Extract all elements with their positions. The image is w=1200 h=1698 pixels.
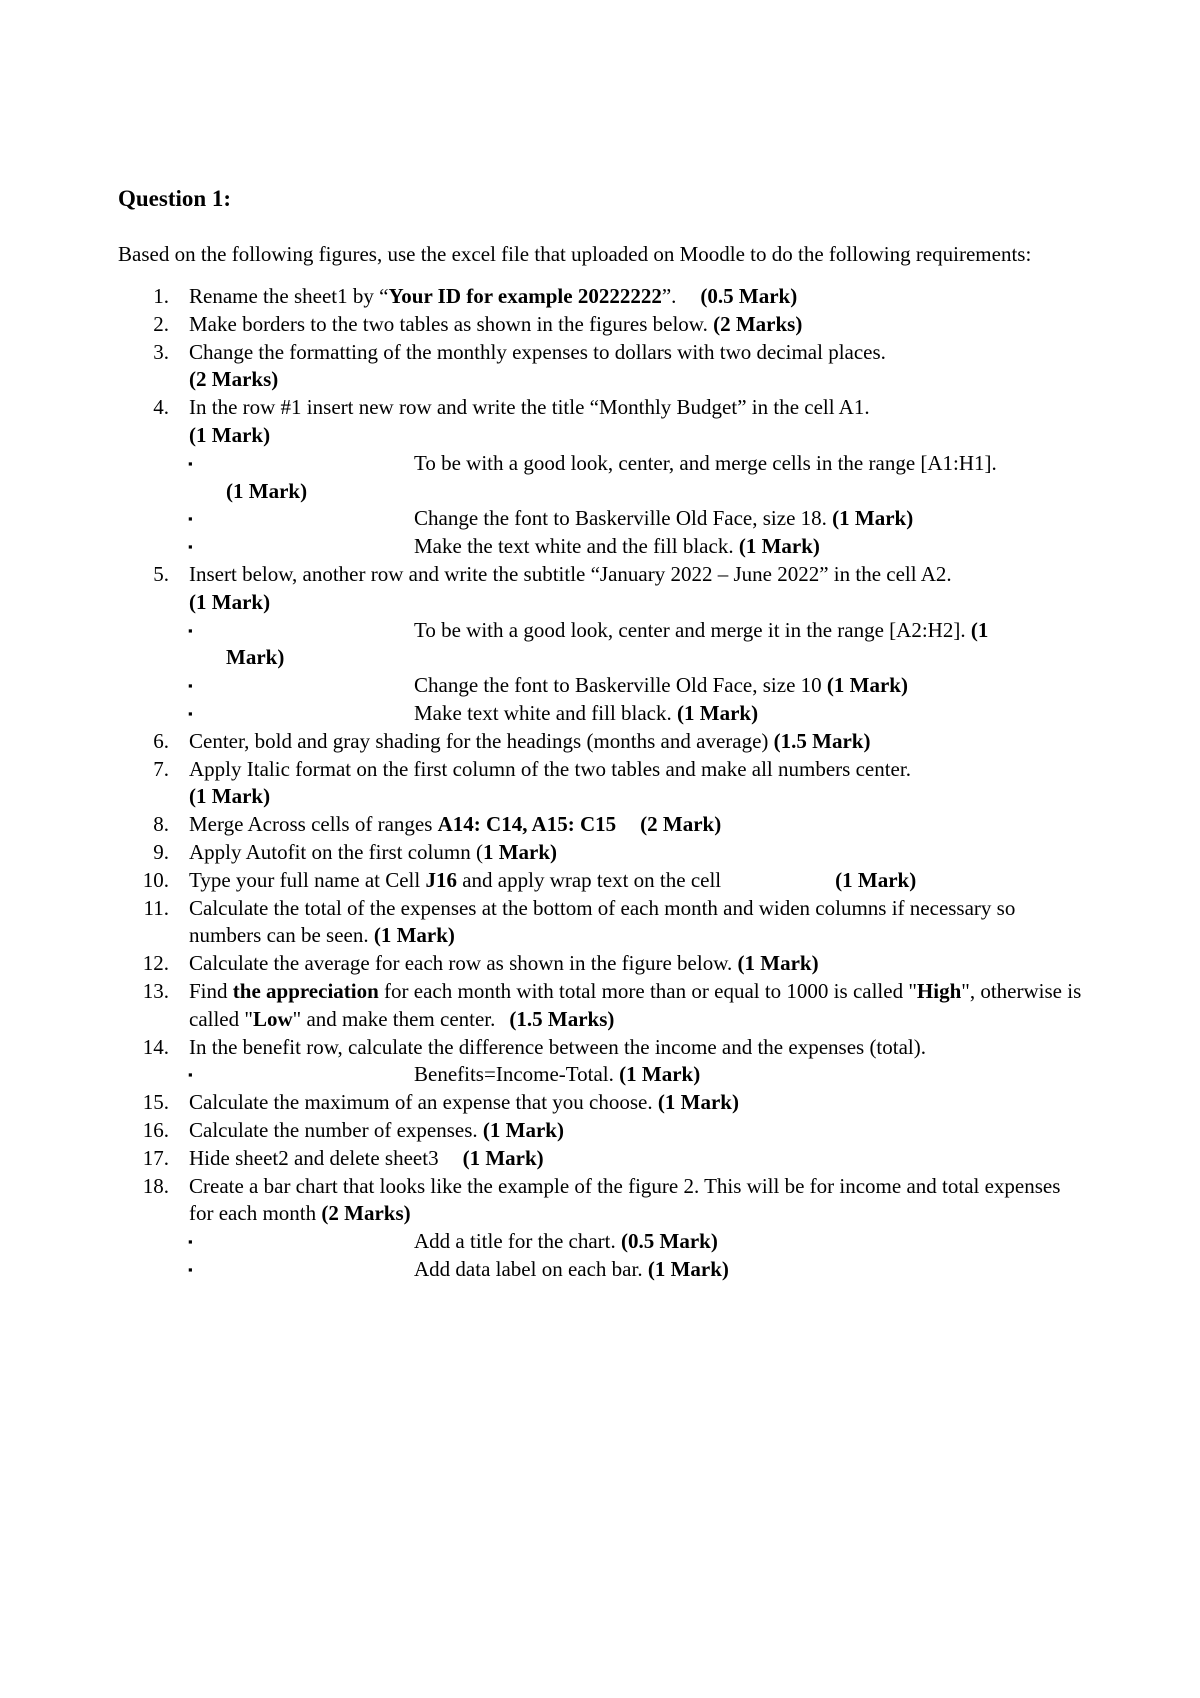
item-number: 17. <box>142 1145 169 1170</box>
sub-item-text: Make text white and fill black. <box>414 700 672 725</box>
sub-item-mark: Mark) <box>226 645 285 670</box>
sub-item-mark: (1 Mark) <box>826 673 908 698</box>
item-text: Make borders to the two tables as shown in the figures below. <box>189 311 708 336</box>
item-mark: (2 Marks) <box>713 311 803 336</box>
list-item <box>118 1173 1090 1229</box>
square-bullet-icon: ▪ <box>188 539 193 555</box>
item-text: Hide sheet2 and delete sheet3 <box>189 1145 439 1170</box>
sub-item-text: Make the text white and the fill black. <box>414 534 734 559</box>
item-text: Calculate the number of expenses. <box>189 1117 478 1142</box>
item-text: Type your full name at Cell <box>189 867 421 892</box>
item-text: Insert below, another row and write the subtitle “January 2022 – June 2022” in the cell A2. <box>189 561 952 586</box>
sub-item-text: Change the font to Baskerville Old Face, size 18. <box>414 506 827 531</box>
item-mark: (1 Mark) <box>189 589 271 614</box>
item-mark: (1 Mark) <box>737 951 819 976</box>
sub-item-mark: (1 Mark) <box>226 478 308 503</box>
sub-item-mark: (1 <box>970 617 989 642</box>
item-text: " and make them center. <box>292 1006 496 1031</box>
intro-paragraph: Based on the following figures, use the excel file that uploaded on Moodle to do the following requirements: <box>118 242 1032 266</box>
item-number: 14. <box>142 1034 169 1059</box>
sub-item-text: To be with a good look, center and merge it in the range [A2:H2]. <box>414 617 966 642</box>
item-mark: (2 Marks) <box>321 1201 411 1226</box>
list-item <box>118 1089 1090 1117</box>
item-number: 4. <box>153 395 169 420</box>
item-mark: 1 Mark) <box>482 839 558 864</box>
square-bullet-icon: ▪ <box>188 1067 193 1083</box>
item-mark: (2 Marks) <box>189 367 279 392</box>
item-number: 10. <box>142 867 169 892</box>
square-bullet-icon: ▪ <box>188 705 193 721</box>
sub-item-mark: (1 Mark) <box>677 700 759 725</box>
sub-list-item <box>118 450 1090 506</box>
list-item <box>118 867 1090 895</box>
list-item <box>118 756 1090 812</box>
item-number: 9. <box>153 839 169 864</box>
list-item <box>118 950 1090 978</box>
item-mark: (0.5 Mark) <box>700 284 798 308</box>
list-item <box>118 561 1090 617</box>
item-bold-text: Your ID for example 20222222 <box>388 284 662 308</box>
list-item <box>118 339 1090 395</box>
list-item <box>118 283 1090 311</box>
square-bullet-icon: ▪ <box>188 511 193 527</box>
square-bullet-icon: ▪ <box>188 455 193 471</box>
list-item <box>118 978 1090 1034</box>
item-mark: (1 Mark) <box>657 1090 739 1115</box>
list-item <box>118 311 1090 339</box>
sub-item-mark: (1 Mark) <box>619 1062 701 1087</box>
list-item <box>118 895 1090 951</box>
item-number: 5. <box>153 561 169 586</box>
item-bold-text: Low <box>252 1006 293 1031</box>
item-text: Center, bold and gray shading for the headings (months and average) <box>189 728 769 753</box>
item-number: 6. <box>153 728 169 753</box>
list-item <box>118 1145 1090 1173</box>
item-text: Merge Across cells of ranges <box>189 812 433 837</box>
list-item <box>118 394 1090 450</box>
item-number: 2. <box>153 311 169 336</box>
sub-item-text: Benefits=Income-Total. <box>414 1062 614 1087</box>
requirements-list <box>118 283 1090 1284</box>
sub-item-mark: (1 Mark) <box>647 1256 729 1281</box>
square-bullet-icon: ▪ <box>188 678 193 694</box>
item-mark: (1.5 Marks) <box>509 1006 615 1031</box>
item-number: 3. <box>153 339 169 364</box>
item-text: for each month with total more than or equal to 1000 is called " <box>384 978 917 1003</box>
sub-item-mark: (1 Mark) <box>738 534 820 559</box>
sub-item-text: Add data label on each bar. <box>414 1256 643 1281</box>
item-text: and apply wrap text on the cell <box>462 867 722 892</box>
square-bullet-icon: ▪ <box>188 622 193 638</box>
square-bullet-icon: ▪ <box>188 1261 193 1277</box>
item-text: Calculate the total of the expenses at the bottom of each month and widen columns if necessary so numbers can be seen. <box>189 895 1016 948</box>
sub-item-mark: (1 Mark) <box>832 506 914 531</box>
item-number: 11. <box>143 895 169 920</box>
item-text: In the row #1 insert new row and write the title “Monthly Budget” in the cell A1. <box>189 395 870 420</box>
item-number: 12. <box>142 951 169 976</box>
item-bold-text: the appreciation <box>232 978 379 1003</box>
item-mark: (1 Mark) <box>189 422 271 447</box>
sub-item-mark: (0.5 Mark) <box>621 1229 718 1254</box>
list-item <box>118 811 1090 839</box>
item-number: 16. <box>142 1117 169 1142</box>
square-bullet-icon: ▪ <box>188 1234 193 1250</box>
item-number: 13. <box>142 978 169 1003</box>
item-number: 1. <box>153 284 169 308</box>
item-text: Apply Autofit on the first column ( <box>189 839 483 864</box>
item-text: ”. <box>661 284 677 308</box>
item-text: Find <box>189 978 228 1003</box>
sub-list-item <box>118 672 1090 700</box>
list-item <box>118 728 1090 756</box>
sub-list-item <box>118 1256 1090 1284</box>
sub-list-item <box>118 700 1090 728</box>
item-bold-text: J16 <box>425 867 457 892</box>
sub-list-item <box>118 533 1090 561</box>
sub-item-text: Change the font to Baskerville Old Face, size 10 <box>414 673 822 698</box>
sub-item-text: Add a title for the chart. <box>414 1229 616 1254</box>
list-item <box>118 1117 1090 1145</box>
item-text: Apply Italic format on the first column of the two tables and make all numbers center. <box>189 756 911 781</box>
item-mark: (1.5 Mark) <box>773 728 871 753</box>
item-number: 18. <box>142 1173 169 1198</box>
sub-item-text: To be with a good look, center, and merge cells in the range [A1:H1]. <box>414 450 997 475</box>
item-text: Calculate the average for each row as shown in the figure below. <box>189 951 733 976</box>
item-number: 15. <box>142 1090 169 1115</box>
item-bold-text: A14: C14, A15: C15 <box>437 812 617 837</box>
sub-list-item <box>118 617 1090 673</box>
item-number: 7. <box>153 756 169 781</box>
list-item <box>118 839 1090 867</box>
item-mark: (1 Mark) <box>373 923 455 948</box>
item-text: Change the formatting of the monthly expenses to dollars with two decimal places. <box>189 339 886 364</box>
document-page <box>118 180 1090 1284</box>
item-mark: (1 Mark) <box>482 1117 564 1142</box>
item-number: 8. <box>153 812 169 837</box>
sub-list-item <box>118 1228 1090 1256</box>
item-text: Create a bar chart that looks like the example of the figure 2. This will be for income and total expenses for each month <box>189 1173 1061 1226</box>
item-mark: (2 Mark) <box>640 812 722 837</box>
item-bold-text: High <box>916 978 962 1003</box>
sub-list-item <box>118 505 1090 533</box>
item-mark: (1 Mark) <box>835 867 917 892</box>
item-mark: (1 Mark) <box>189 784 271 809</box>
item-text: Rename the sheet1 by “ <box>189 284 389 308</box>
item-text: In the benefit row, calculate the difference between the income and the expenses (total). <box>189 1034 926 1059</box>
item-text: Calculate the maximum of an expense that you choose. <box>189 1090 653 1115</box>
item-mark: (1 Mark) <box>462 1145 544 1170</box>
item-text: ", otherwise is called " <box>189 978 1082 1031</box>
list-item <box>118 1034 1090 1062</box>
sub-list-item <box>118 1061 1090 1089</box>
question-title: Question 1: <box>118 186 232 211</box>
